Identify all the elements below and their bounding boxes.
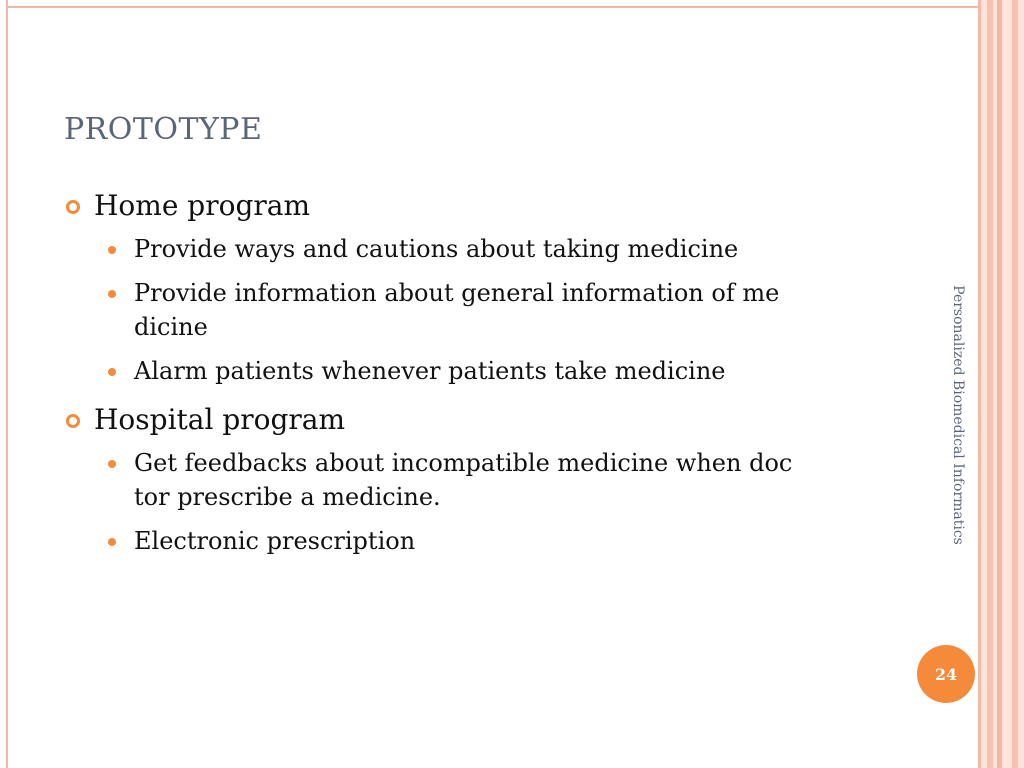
dot-bullet-icon bbox=[108, 290, 116, 298]
list-item bbox=[106, 232, 886, 266]
section-heading-hospital-program bbox=[66, 402, 886, 438]
dot-bullet-icon bbox=[108, 368, 116, 376]
list-item bbox=[106, 276, 886, 344]
dot-bullet-icon bbox=[108, 538, 116, 546]
list-item-text-line: Get feedbacks about incompatible medicine when doc bbox=[134, 449, 793, 477]
dot-bullet-icon bbox=[108, 246, 116, 254]
frame-top-line bbox=[6, 6, 978, 8]
ring-bullet-icon bbox=[66, 200, 80, 214]
frame-left-line bbox=[6, 0, 8, 768]
section-heading-home-program bbox=[66, 188, 886, 224]
ring-bullet-icon bbox=[66, 414, 80, 428]
slide-title: PROTOTYPE bbox=[64, 112, 263, 147]
list-item-text: Electronic prescription bbox=[134, 527, 416, 555]
list-item bbox=[106, 446, 886, 514]
list-item-text: Provide ways and cautions about taking medicine bbox=[134, 235, 739, 263]
list-item-text-line: dicine bbox=[134, 313, 208, 341]
section-heading-text: Home program bbox=[94, 189, 311, 222]
decor-stripe bbox=[1002, 0, 1012, 768]
list-item bbox=[106, 354, 886, 388]
page-number-badge bbox=[917, 645, 975, 703]
slide-content bbox=[66, 188, 886, 568]
list-item-text-line: Provide information about general information of me bbox=[134, 279, 780, 307]
decor-stripe bbox=[1018, 0, 1024, 768]
vertical-footer-text: Personalized Biomedical Informatics bbox=[950, 285, 966, 545]
dot-bullet-icon bbox=[108, 460, 116, 468]
list-item-text: Alarm patients whenever patients take medicine bbox=[134, 357, 726, 385]
list-item bbox=[106, 524, 886, 558]
list-item-text-line: tor prescribe a medicine. bbox=[134, 483, 441, 511]
section-heading-text: Hospital program bbox=[94, 403, 346, 436]
page-number-text: 24 bbox=[934, 664, 958, 684]
